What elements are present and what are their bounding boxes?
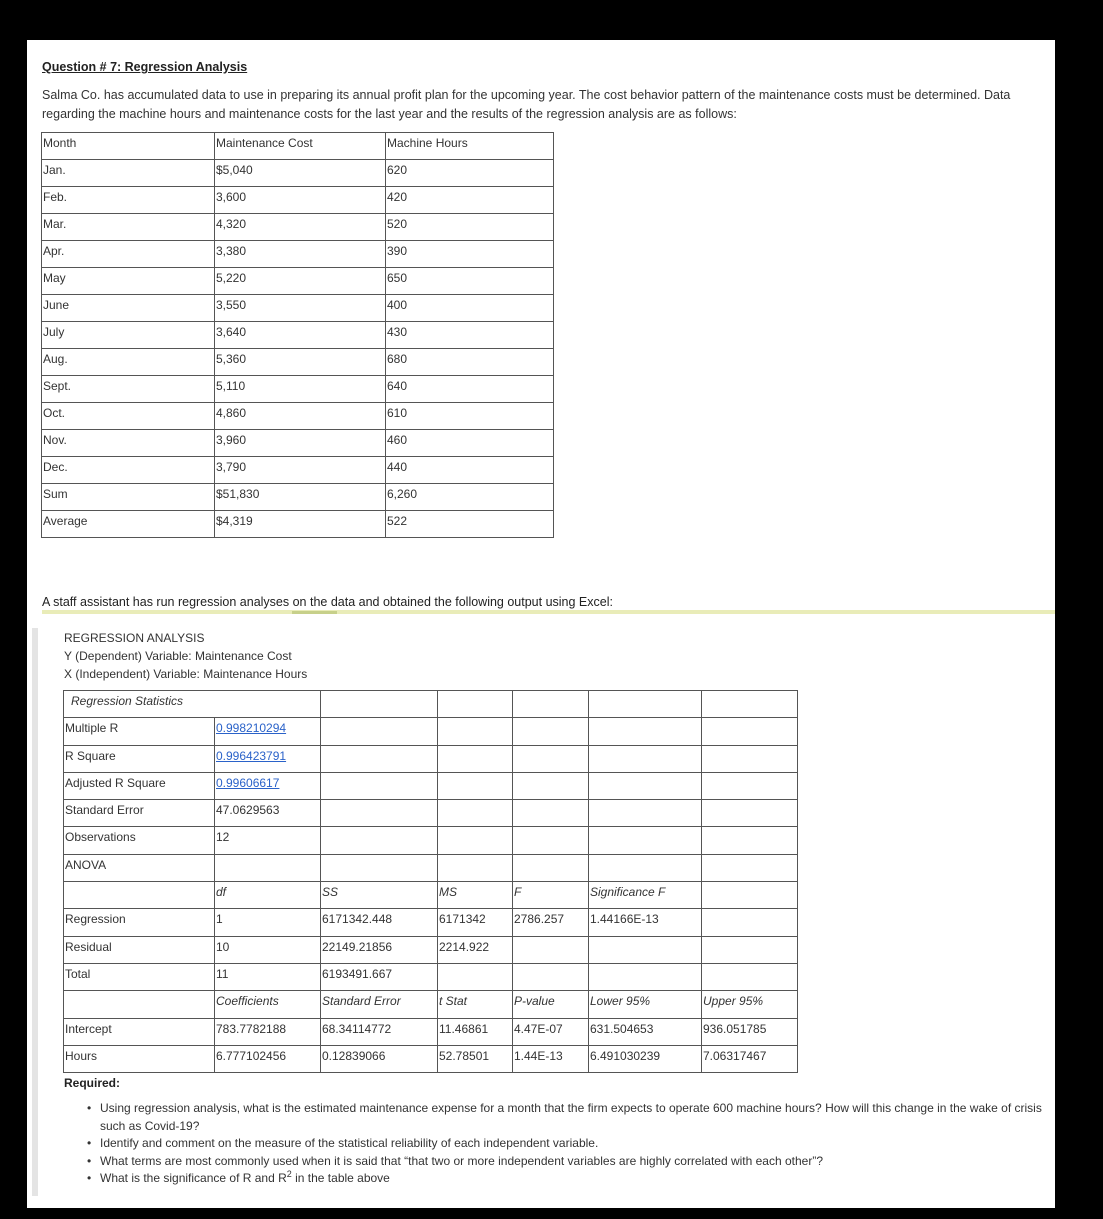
coef-header: Lower 95% [589, 991, 702, 1018]
empty-cell [702, 718, 798, 745]
staff-note: A staff assistant has run regression analyses on the data and obtained the following output using Excel: [42, 595, 613, 609]
regression-heading-block [64, 629, 307, 683]
empty-cell [321, 827, 438, 854]
bullet-icon: • [87, 1101, 92, 1115]
document-page [27, 40, 1055, 1208]
cost-cell: 4,860 [215, 403, 386, 430]
empty-cell [702, 936, 798, 963]
coef-value: 6.491030239 [589, 1045, 702, 1072]
sum-row [42, 484, 554, 511]
divider-highlight [292, 611, 337, 614]
coef-value: 4.47E-07 [513, 1018, 589, 1045]
empty-cell [702, 745, 798, 772]
coef-value: 783.7782188 [215, 1018, 321, 1045]
average-label: Average [42, 511, 215, 538]
list-item [87, 1153, 1047, 1171]
empty-cell [589, 800, 702, 827]
hours-cell: 400 [386, 295, 554, 322]
stat-value: 47.0629563 [215, 800, 321, 827]
empty-cell [438, 745, 513, 772]
empty-cell [438, 718, 513, 745]
cost-cell: 3,790 [215, 457, 386, 484]
regression-statistics-title: Regression Statistics [64, 691, 321, 718]
stat-row [64, 718, 798, 745]
month-cell: Feb. [42, 187, 215, 214]
empty-cell [513, 936, 589, 963]
coef-header: Upper 95% [702, 991, 798, 1018]
required-label: Required: [64, 1076, 121, 1090]
month-cell: Sept. [42, 376, 215, 403]
table-header-row [42, 133, 554, 160]
coef-header: t Stat [438, 991, 513, 1018]
anova-value: 10 [215, 936, 321, 963]
superscript: 2 [286, 1169, 292, 1179]
hours-cell: 640 [386, 376, 554, 403]
table-row [42, 349, 554, 376]
table-row [42, 430, 554, 457]
average-hours: 522 [386, 511, 554, 538]
hours-cell: 610 [386, 403, 554, 430]
maintenance-data-table [41, 132, 554, 538]
empty-cell [321, 772, 438, 799]
coef-value: 0.12839066 [321, 1045, 438, 1072]
empty-cell [438, 854, 513, 881]
list-item-text: What terms are most commonly used when it is said that “that two or more independent variables are highly correlated with each other”? [100, 1153, 824, 1168]
empty-cell [702, 800, 798, 827]
table-row [42, 376, 554, 403]
anova-source: Regression [64, 909, 215, 936]
hours-cell: 620 [386, 160, 554, 187]
empty-cell [513, 827, 589, 854]
table-row [42, 457, 554, 484]
empty-cell [513, 745, 589, 772]
anova-value: 22149.21856 [321, 936, 438, 963]
question-title: Question # 7: Regression Analysis [42, 60, 248, 74]
list-item [87, 1100, 1047, 1135]
cost-cell: 5,110 [215, 376, 386, 403]
header-month: Month [42, 133, 215, 160]
empty-cell [702, 882, 798, 909]
empty-cell [589, 963, 702, 990]
month-cell: May [42, 268, 215, 295]
required-list [87, 1100, 1047, 1188]
stat-row [64, 772, 798, 799]
header-machine-hours: Machine Hours [386, 133, 554, 160]
cost-cell: 5,360 [215, 349, 386, 376]
stat-label: Adjusted R Square [64, 772, 215, 799]
anova-header: MS [438, 882, 513, 909]
header-maintenance-cost: Maintenance Cost [215, 133, 386, 160]
coef-value: 936.051785 [702, 1018, 798, 1045]
anova-value: 11 [215, 963, 321, 990]
coefficient-row [64, 1045, 798, 1072]
empty-cell [438, 772, 513, 799]
empty-cell [702, 691, 798, 718]
empty-cell [589, 827, 702, 854]
stat-value-link[interactable]: 0.99606617 [215, 772, 321, 799]
stat-row [64, 800, 798, 827]
table-row [42, 268, 554, 295]
sum-hours: 6,260 [386, 484, 554, 511]
anova-label-row [64, 854, 798, 881]
sum-label: Sum [42, 484, 215, 511]
month-cell: Aug. [42, 349, 215, 376]
hours-cell: 420 [386, 187, 554, 214]
anova-header-row [64, 882, 798, 909]
bullet-icon: • [87, 1136, 92, 1150]
coef-value: 11.46861 [438, 1018, 513, 1045]
hours-cell: 520 [386, 214, 554, 241]
empty-cell [589, 936, 702, 963]
hours-cell: 460 [386, 430, 554, 457]
month-cell: Apr. [42, 241, 215, 268]
empty-cell [513, 854, 589, 881]
list-item [87, 1135, 1047, 1153]
list-item-text-suffix: in the table above [291, 1171, 390, 1185]
average-row [42, 511, 554, 538]
coef-value: 52.78501 [438, 1045, 513, 1072]
empty-cell [702, 827, 798, 854]
empty-cell [321, 718, 438, 745]
anova-row [64, 963, 798, 990]
anova-label: ANOVA [64, 854, 215, 881]
cost-cell: 3,550 [215, 295, 386, 322]
table-row [42, 214, 554, 241]
anova-value: 2214.922 [438, 936, 513, 963]
empty-cell [438, 827, 513, 854]
bullet-icon: • [87, 1171, 92, 1185]
empty-cell [589, 772, 702, 799]
cost-cell: $5,040 [215, 160, 386, 187]
empty-cell [513, 963, 589, 990]
empty-cell [589, 854, 702, 881]
cost-cell: 5,220 [215, 268, 386, 295]
empty-cell [589, 745, 702, 772]
empty-cell [702, 772, 798, 799]
hours-cell: 430 [386, 322, 554, 349]
quote-bar [32, 628, 38, 1196]
cost-cell: 3,380 [215, 241, 386, 268]
coefficient-row [64, 1018, 798, 1045]
empty-cell [513, 718, 589, 745]
list-item-text: Using regression analysis, what is the estimated maintenance expense for a month that the firm expects to operate 600 machine hours? How will this change in the wake of crisis such as Covid-19? [100, 1101, 1042, 1133]
hours-cell: 650 [386, 268, 554, 295]
empty-cell [321, 854, 438, 881]
anova-header: SS [321, 882, 438, 909]
hours-cell: 680 [386, 349, 554, 376]
stat-label: Observations [64, 827, 215, 854]
anova-value: 6171342 [438, 909, 513, 936]
coef-value: 7.06317467 [702, 1045, 798, 1072]
coef-value: 6.777102456 [215, 1045, 321, 1072]
stat-label: R Square [64, 745, 215, 772]
anova-value: 6171342.448 [321, 909, 438, 936]
table-row [42, 187, 554, 214]
month-cell: Nov. [42, 430, 215, 457]
empty-cell [321, 691, 438, 718]
list-item [87, 1170, 1047, 1188]
stat-value: 12 [215, 827, 321, 854]
month-cell: Dec. [42, 457, 215, 484]
empty-cell [64, 991, 215, 1018]
empty-cell [215, 854, 321, 881]
cost-cell: 3,640 [215, 322, 386, 349]
cost-cell: 3,600 [215, 187, 386, 214]
table-row [42, 160, 554, 187]
anova-header: Significance F [589, 882, 702, 909]
hours-cell: 440 [386, 457, 554, 484]
empty-cell [702, 854, 798, 881]
anova-value: 1.44166E-13 [589, 909, 702, 936]
anova-value: 2786.257 [513, 909, 589, 936]
month-cell: June [42, 295, 215, 322]
regression-heading: REGRESSION ANALYSIS [64, 631, 205, 645]
stat-row [64, 827, 798, 854]
empty-cell [513, 800, 589, 827]
coef-value: 1.44E-13 [513, 1045, 589, 1072]
regression-output-table [63, 690, 798, 1073]
empty-cell [321, 800, 438, 827]
cost-cell: 4,320 [215, 214, 386, 241]
cost-cell: 3,960 [215, 430, 386, 457]
dependent-variable-label: Y (Dependent) Variable: Maintenance Cost [64, 649, 292, 663]
intro-paragraph: Salma Co. has accumulated data to use in preparing its annual profit plan for the upcoming year. The cost behavior pattern of the maintenance costs must be determined. Data regarding the machine hours and maintenance costs for the last year and the results of the regression analysis are as follows: [42, 88, 1011, 121]
list-item-text: Identify and comment on the measure of the statistical reliability of each independent variable. [100, 1136, 599, 1150]
sum-cost: $51,830 [215, 484, 386, 511]
stats-title-row [64, 691, 798, 718]
empty-cell [321, 745, 438, 772]
empty-cell [513, 691, 589, 718]
bullet-icon: • [87, 1153, 92, 1168]
empty-cell [589, 718, 702, 745]
coef-label: Hours [64, 1045, 215, 1072]
anova-source: Residual [64, 936, 215, 963]
anova-value: 1 [215, 909, 321, 936]
empty-cell [589, 691, 702, 718]
stat-label: Multiple R [64, 718, 215, 745]
table-row [42, 241, 554, 268]
anova-source: Total [64, 963, 215, 990]
stat-value-link[interactable]: 0.996423791 [215, 745, 321, 772]
coef-label: Intercept [64, 1018, 215, 1045]
list-item-text-prefix: What is the significance of R and R [100, 1171, 287, 1185]
stat-row [64, 745, 798, 772]
coef-header: P-value [513, 991, 589, 1018]
anova-value: 6193491.667 [321, 963, 438, 990]
empty-cell [513, 772, 589, 799]
stat-value-link[interactable]: 0.998210294 [215, 718, 321, 745]
empty-cell [64, 882, 215, 909]
table-row [42, 403, 554, 430]
coef-header: Standard Error [321, 991, 438, 1018]
average-cost: $4,319 [215, 511, 386, 538]
anova-header: F [513, 882, 589, 909]
table-row [42, 322, 554, 349]
table-row [42, 295, 554, 322]
empty-cell [438, 691, 513, 718]
empty-cell [438, 963, 513, 990]
month-cell: Jan. [42, 160, 215, 187]
month-cell: July [42, 322, 215, 349]
coef-value: 631.504653 [589, 1018, 702, 1045]
independent-variable-label: X (Independent) Variable: Maintenance Hours [64, 667, 308, 681]
anova-row [64, 936, 798, 963]
month-cell: Oct. [42, 403, 215, 430]
coef-value: 68.34114772 [321, 1018, 438, 1045]
month-cell: Mar. [42, 214, 215, 241]
stat-label: Standard Error [64, 800, 215, 827]
coefficient-header-row [64, 991, 798, 1018]
divider [42, 610, 1055, 614]
empty-cell [702, 909, 798, 936]
anova-row [64, 909, 798, 936]
empty-cell [438, 800, 513, 827]
empty-cell [702, 963, 798, 990]
coef-header: Coefficients [215, 991, 321, 1018]
anova-header: df [215, 882, 321, 909]
hours-cell: 390 [386, 241, 554, 268]
